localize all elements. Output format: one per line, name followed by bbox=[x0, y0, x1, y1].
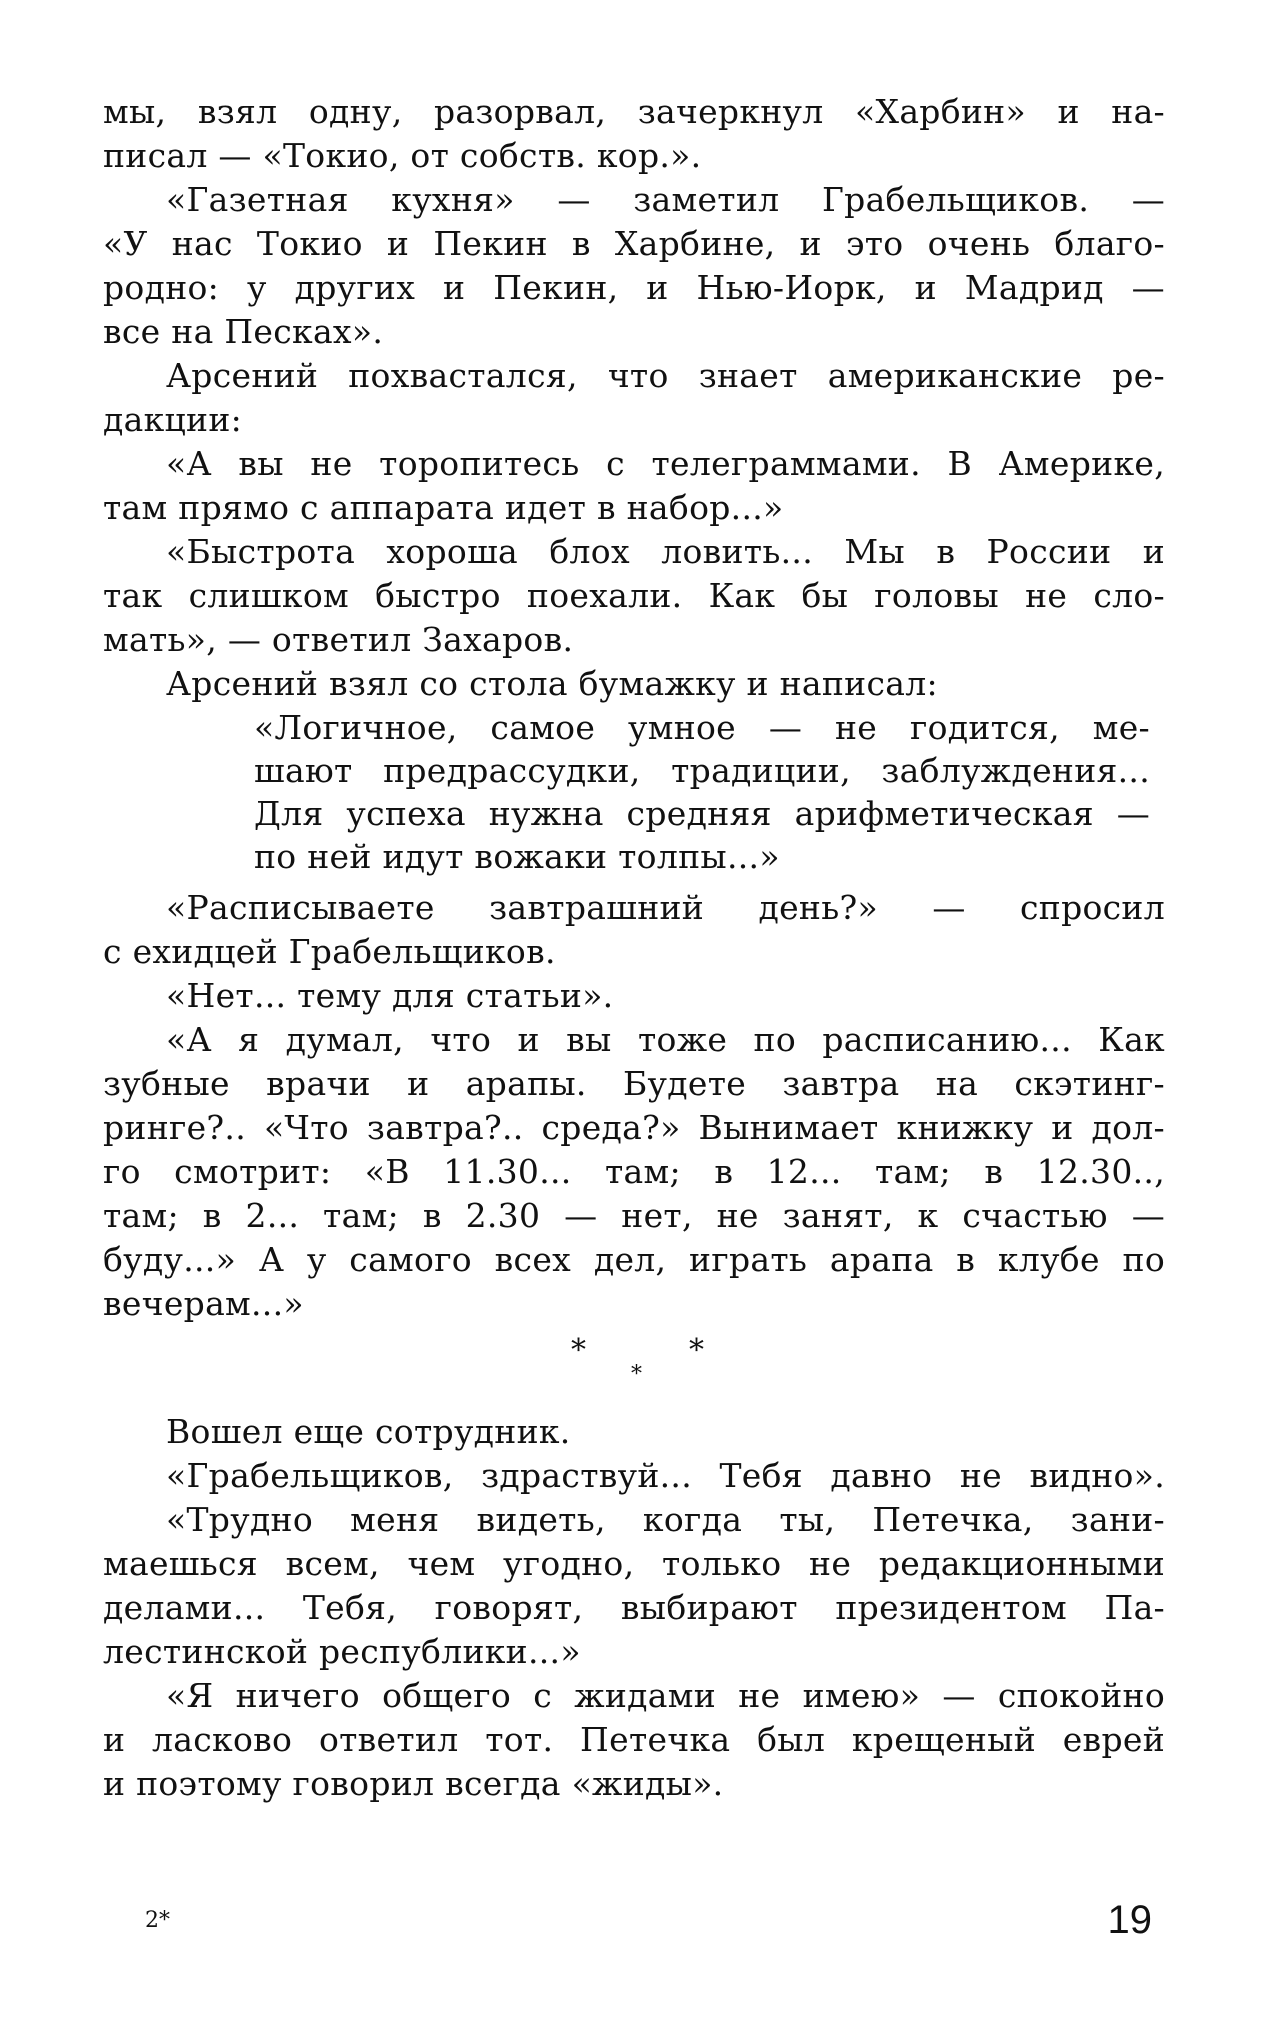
block-quote bbox=[103, 706, 1165, 878]
text-line: писал — «Токио, от собств. кор.». bbox=[103, 136, 702, 175]
paragraph-start-line: «Грабельщиков, здраствуй... Тебя давно не видно». bbox=[166, 1456, 1165, 1495]
text-line: ринге?.. «Что завтра?.. среда?» Вынимает книжку и дол- bbox=[103, 1108, 1165, 1147]
text-block bbox=[103, 90, 1165, 1806]
text-line: и ласково ответил тот. Петечка был крещеный еврей bbox=[103, 1720, 1165, 1759]
text-line: с ехидцей Грабельщиков. bbox=[103, 932, 556, 971]
printer-signature-mark: 2* bbox=[145, 1908, 170, 1933]
paragraph-start-line: Арсений взял со стола бумажку и написал: bbox=[166, 664, 938, 703]
asterism-star: * bbox=[571, 1333, 586, 1368]
text-line: там прямо с аппарата идет в набор...» bbox=[103, 488, 784, 527]
text-line: все на Песках». bbox=[103, 312, 384, 351]
paragraph-start-line: Вошел еще сотрудник. bbox=[166, 1412, 571, 1451]
quote-line: по ней идут вожаки толпы...» bbox=[254, 837, 780, 876]
paragraph-start-line: «А вы не торопитесь с телеграммами. В Америке, bbox=[166, 444, 1165, 483]
text-line: мать», — ответил Захаров. bbox=[103, 620, 574, 659]
text-line: и поэтому говорил всегда «жиды». bbox=[103, 1764, 724, 1803]
paragraph-start-line: «Расписываете завтрашний день?» — спросил bbox=[166, 888, 1165, 927]
quote-line: шают предрассудки, традиции, заблуждения... bbox=[254, 751, 1150, 790]
paragraph-start-line: «Я ничего общего с жидами не имею» — спокойно bbox=[166, 1676, 1165, 1715]
paragraph-start-line: «Трудно меня видеть, когда ты, Петечка, зани- bbox=[166, 1500, 1165, 1539]
text-line: родно: у других и Пекин, и Нью-Иорк, и Мадрид — bbox=[103, 268, 1165, 307]
section-break-asterism bbox=[103, 1326, 1165, 1410]
text-line: зубные врачи и арапы. Будете завтра на скэтинг- bbox=[103, 1064, 1165, 1103]
asterism-star: * bbox=[689, 1333, 704, 1368]
quote-line: «Логичное, самое умное — не годится, ме- bbox=[254, 708, 1150, 747]
asterism-star: * bbox=[631, 1362, 642, 1387]
text-line: буду...» А у самого всех дел, играть арапа в клубе по bbox=[103, 1240, 1165, 1279]
text-line: лестинской республики...» bbox=[103, 1632, 581, 1671]
text-line: дакции: bbox=[103, 400, 243, 439]
text-line: го смотрит: «В 11.30... там; в 12... там; в 12.30.., bbox=[103, 1152, 1165, 1191]
paragraph-start-line: «Газетная кухня» — заметил Грабельщиков. — bbox=[166, 180, 1165, 219]
text-line: так слишком быстро поехали. Как бы головы не сло- bbox=[103, 576, 1165, 615]
paragraph-start-line: Арсений похвастался, что знает американские ре- bbox=[166, 356, 1165, 395]
text-line: там; в 2... там; в 2.30 — нет, не занят, к счастью — bbox=[103, 1196, 1165, 1235]
spacer bbox=[103, 878, 1165, 886]
page-number: 19 bbox=[1107, 1898, 1152, 1942]
paragraph-start-line: «А я думал, что и вы тоже по расписанию... Как bbox=[166, 1020, 1165, 1059]
text-line: мы, взял одну, разорвал, зачеркнул «Харбин» и на- bbox=[103, 92, 1165, 131]
text-line: «У нас Токио и Пекин в Харбине, и это очень благо- bbox=[103, 224, 1165, 263]
text-line: вечерам...» bbox=[103, 1284, 304, 1323]
text-line: делами... Тебя, говорят, выбирают президентом Па- bbox=[103, 1588, 1165, 1627]
paragraph-start-line: «Нет... тему для статьи». bbox=[166, 976, 614, 1015]
quote-line: Для успеха нужна средняя арифметическая — bbox=[254, 794, 1150, 833]
paragraph-start-line: «Быстрота хороша блох ловить... Мы в России и bbox=[166, 532, 1165, 571]
text-line: маешься всем, чем угодно, только не редакционными bbox=[103, 1544, 1165, 1583]
